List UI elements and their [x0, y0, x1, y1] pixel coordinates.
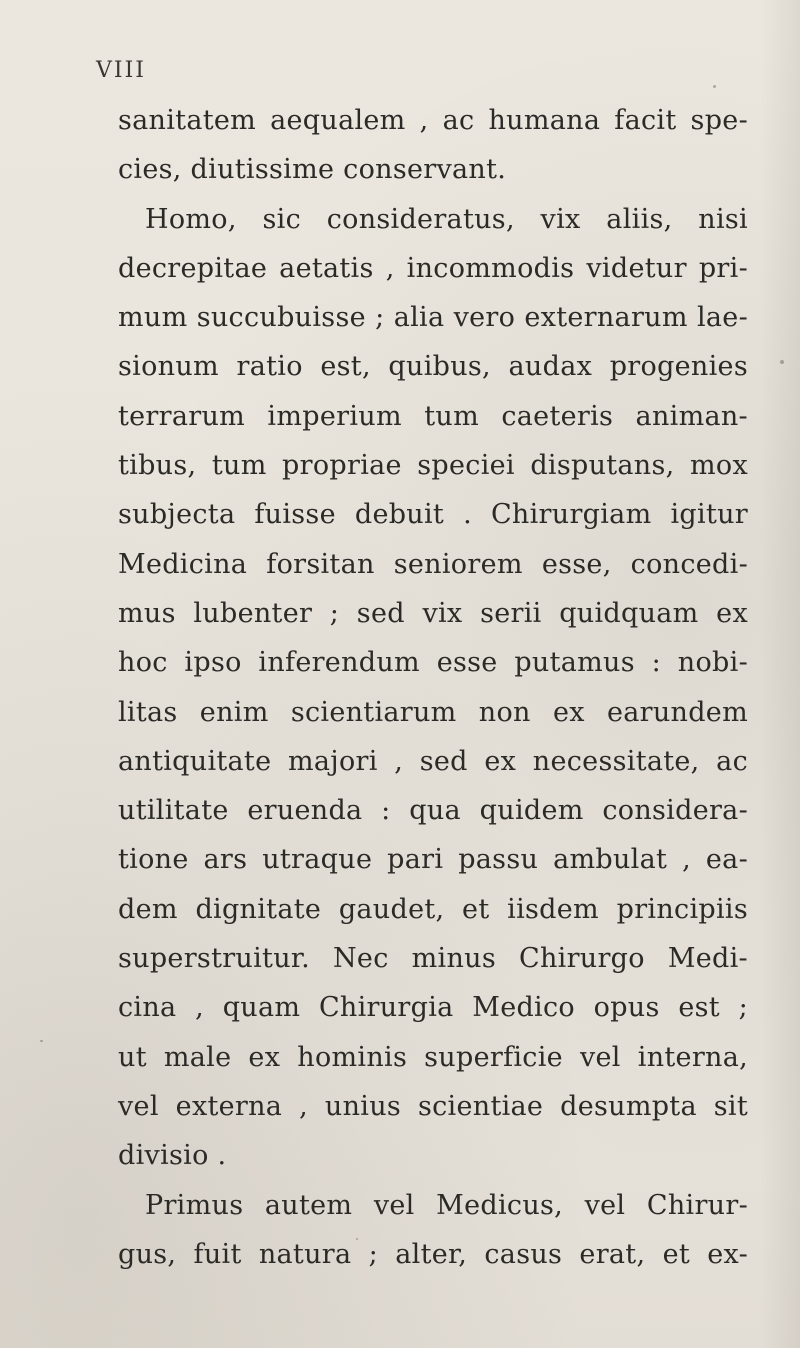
text-line: terrarum imperium tum caeteris animan-: [118, 400, 748, 432]
paper-speck: [780, 360, 784, 364]
page-edge-shadow: [760, 0, 800, 1348]
page-number: VIII: [96, 58, 146, 83]
body-text: [118, 96, 748, 1279]
text-line: divisio .: [118, 1140, 227, 1172]
text-line: decrepitae aetatis , incommodis videtur pri-: [118, 252, 748, 284]
text-line: antiquitate majori , sed ex necessitate, ac: [118, 745, 748, 777]
text-line: hoc ipso inferendum esse putamus : nobi-: [118, 647, 748, 679]
text-line: mum succubuisse ; alia vero externarum lae-: [118, 302, 748, 334]
text-line: subjecta fuisse debuit . Chirurgiam igitur: [118, 499, 748, 531]
text-line: litas enim scientiarum non ex earundem: [118, 696, 748, 728]
text-line: tione ars utraque pari passu ambulat , ea-: [118, 844, 748, 876]
text-line: mus lubenter ; sed vix serii quidquam ex: [118, 597, 748, 629]
text-line: cies, diutissime conservant.: [118, 154, 507, 186]
text-line: dem dignitate gaudet, et iisdem principiis: [118, 893, 748, 925]
paper-speck: [40, 1040, 43, 1042]
text-line: cina , quam Chirurgia Medico opus est ;: [118, 992, 748, 1024]
paper-speck: [713, 85, 716, 88]
text-line: tibus, tum propriae speciei disputans, mox: [118, 450, 748, 482]
text-line: Primus autem vel Medicus, vel Chirur-: [145, 1189, 748, 1221]
text-line: utilitate eruenda : qua quidem considera-: [118, 795, 748, 827]
text-line: sanitatem aequalem , ac humana facit spe-: [118, 105, 748, 136]
text-line: Homo, sic consideratus, vix aliis, nisi: [145, 203, 748, 235]
text-line: gus, fuit natura ; alter, casus erat, et ex-: [118, 1238, 748, 1270]
text-line: superstruitur. Nec minus Chirurgo Medi-: [118, 943, 748, 975]
text-line: vel externa , unius scientiae desumpta sit: [118, 1090, 748, 1122]
text-line: sionum ratio est, quibus, audax progenies: [118, 351, 748, 383]
text-line: ut male ex hominis superficie vel interna,: [118, 1041, 748, 1073]
text-line: Medicina forsitan seniorem esse, concedi-: [118, 548, 748, 580]
